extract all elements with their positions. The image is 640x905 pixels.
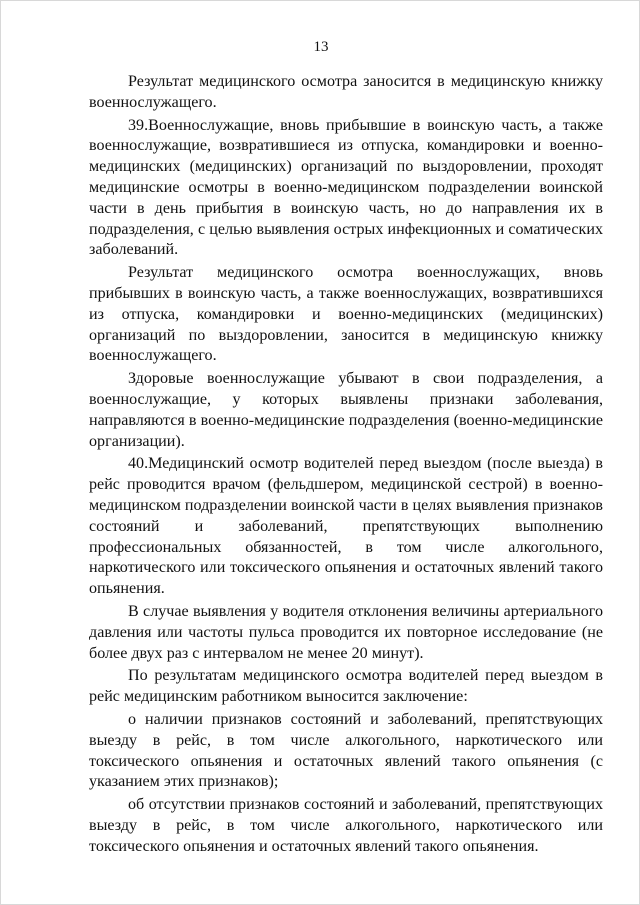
paragraph-5: 40.Медицинский осмотр водителей перед выездом (после выезда) в рейс проводится врачом (фельдшером, медицинской сестрой) в военно-медицинском подразделении воинской части в целях выявления признаков состояний и заболеваний, препятствующих выполнению профессиональных обязанностей, в том числе алкогольного, наркотического или токсического опьянения и остаточных явлений такого опьянения. (89, 455, 603, 598)
paragraph-3: Результат медицинского осмотра военнослужащих, вновь прибывших в воинскую часть, а также военнослужащих, возвратившихся из отпуска, командировки и военно-медицинских (медицинских) организаций по выздоровлении, заносится в медицинскую книжку военнослужащего. (89, 264, 603, 365)
paragraph-9: об отсутствии признаков состояний и заболеваний, препятствующих выезду в рейс, в том числе алкогольного, наркотического или токсического опьянения и остаточных явлений такого опьянения. (89, 796, 603, 855)
document-body (89, 72, 603, 859)
paragraph-8: о наличии признаков состояний и заболеваний, препятствующих выезду в рейс, в том числе алкогольного, наркотического или токсического опьянения и остаточных явлений такого опьянения (с указанием этих признаков); (89, 710, 603, 791)
paragraph-4: Здоровые военнослужащие убывают в свои подразделения, а военнослужащие, у которых выявлены признаки заболевания, направляются в военно-медицинские подразделения (военно-медицинские организации). (89, 370, 603, 450)
paragraph-1: Результат медицинского осмотра заносится в медицинскую книжку военнослужащего. (89, 73, 603, 111)
paragraph-2: 39.Военнослужащие, вновь прибывшие в воинскую часть, а также военнослужащие, возвратившиеся из отпуска, командировки и военно-медицинских (медицинских) организаций по выздоровлении, проходят медицинские осмотры в военно-медицинском подразделении воинской части в день прибытия в воинскую часть, но до направления их в подразделения, с целью выявления острых инфекционных и соматических заболеваний. (89, 116, 603, 259)
page-number: 13 (313, 39, 329, 55)
paragraph-6: В случае выявления у водителя отклонения величины артериального давления или частоты пульса проводится их повторное исследование (не более двух раз с интервалом не менее 20 минут). (89, 602, 603, 662)
paragraph-7: По результатам медицинского осмотра водителей перед выездом в рейс медицинским работником выносится заключение: (89, 667, 603, 706)
